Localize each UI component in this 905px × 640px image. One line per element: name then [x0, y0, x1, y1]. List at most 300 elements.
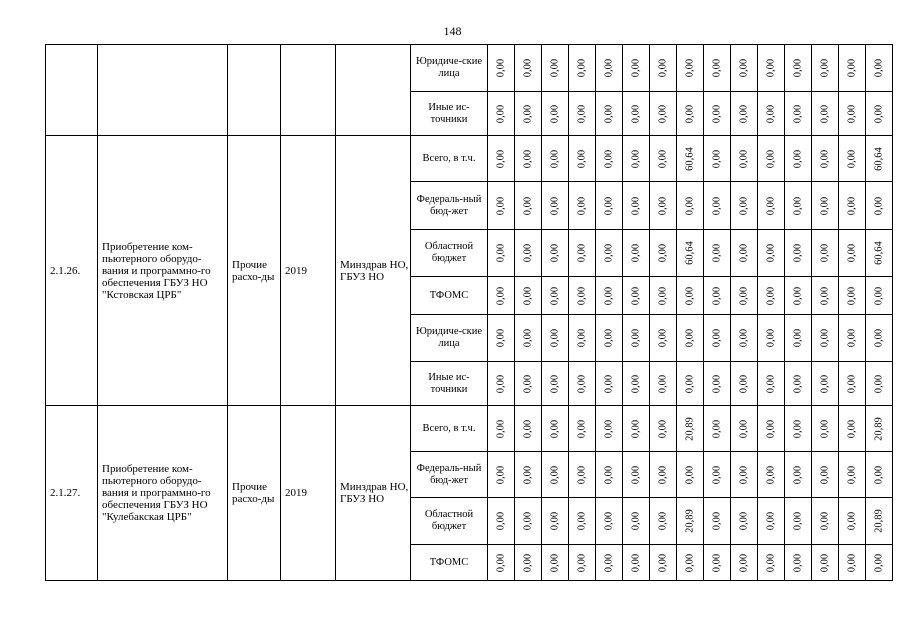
value-text: 0,00 [819, 243, 831, 263]
value-cell [866, 452, 893, 498]
value-cell [488, 182, 515, 230]
value-text: 0,00 [792, 553, 804, 572]
expense-type: Прочие расхо-ды [228, 136, 281, 406]
value-text: 0,00 [495, 104, 507, 123]
value-cell [731, 362, 758, 406]
value-text: 0,00 [630, 286, 642, 305]
value-cell [542, 277, 569, 315]
value-cell [785, 406, 812, 452]
value-text: 0,00 [549, 328, 561, 348]
value-text: 0,00 [522, 328, 534, 348]
value-cell [677, 452, 704, 498]
value-text: 0,00 [846, 58, 858, 78]
value-text: 0,00 [630, 328, 642, 348]
value-cell [704, 362, 731, 406]
value-text: 0,00 [603, 58, 615, 78]
value-text: 0,00 [873, 104, 885, 123]
value-text: 0,00 [684, 328, 696, 348]
value-cell [758, 362, 785, 406]
value-cell [839, 277, 866, 315]
value-text: 0,00 [846, 104, 858, 123]
value-cell [569, 362, 596, 406]
value-text: 0,00 [657, 286, 669, 305]
value-text: 0,00 [522, 149, 534, 168]
value-cell [488, 315, 515, 362]
value-cell [758, 315, 785, 362]
value-text: 0,00 [873, 196, 885, 215]
value-cell [569, 230, 596, 277]
value-cell [866, 362, 893, 406]
source-label: ТФОМС [411, 277, 488, 315]
value-text: 0,00 [630, 243, 642, 263]
source-label: Всего, в т.ч. [411, 136, 488, 182]
value-cell [542, 406, 569, 452]
value-text: 0,00 [576, 196, 588, 215]
value-cell [596, 230, 623, 277]
item-year: 2019 [281, 406, 336, 581]
value-cell [650, 182, 677, 230]
value-cell [677, 406, 704, 452]
value-cell [515, 136, 542, 182]
value-cell [542, 452, 569, 498]
value-text: 0,00 [495, 465, 507, 484]
item-number: 2.1.27. [46, 406, 98, 581]
value-text: 0,00 [684, 465, 696, 484]
value-text: 0,00 [549, 465, 561, 484]
value-text: 0,00 [792, 196, 804, 215]
value-text: 0,00 [819, 374, 831, 393]
value-text: 0,00 [846, 374, 858, 393]
value-text: 0,00 [819, 58, 831, 78]
value-text: 0,00 [765, 286, 777, 305]
value-cell [596, 315, 623, 362]
value-text: 0,00 [657, 149, 669, 168]
value-text: 0,00 [522, 465, 534, 484]
value-text: 0,00 [549, 553, 561, 572]
value-cell [704, 136, 731, 182]
value-text: 0,00 [657, 243, 669, 263]
value-text: 0,00 [522, 243, 534, 263]
value-text: 0,00 [819, 328, 831, 348]
value-cell [785, 362, 812, 406]
value-cell [866, 92, 893, 136]
value-cell [812, 136, 839, 182]
value-cell [677, 498, 704, 545]
value-text: 0,00 [657, 465, 669, 484]
value-text: 0,00 [711, 58, 723, 78]
value-cell [839, 182, 866, 230]
responsible-party: Минздрав НО, ГБУЗ НО [336, 406, 411, 581]
value-text: 0,00 [765, 196, 777, 215]
value-text: 0,00 [495, 419, 507, 438]
value-cell [731, 277, 758, 315]
value-cell [488, 498, 515, 545]
value-text: 0,00 [738, 149, 750, 168]
value-cell [569, 92, 596, 136]
value-cell [515, 277, 542, 315]
value-cell [704, 92, 731, 136]
value-text: 0,00 [846, 149, 858, 168]
value-text: 0,00 [495, 243, 507, 263]
value-cell [839, 45, 866, 92]
value-cell [650, 92, 677, 136]
value-cell [812, 452, 839, 498]
value-text: 0,00 [603, 243, 615, 263]
value-text: 60,64 [684, 146, 696, 171]
value-text: 0,00 [630, 104, 642, 123]
value-cell [488, 545, 515, 581]
value-cell [785, 230, 812, 277]
value-cell [650, 362, 677, 406]
value-text: 0,00 [549, 58, 561, 78]
value-text: 0,00 [522, 553, 534, 572]
value-text: 0,00 [549, 286, 561, 305]
value-cell [650, 498, 677, 545]
value-text: 0,00 [819, 419, 831, 438]
value-cell [731, 498, 758, 545]
value-cell [839, 362, 866, 406]
value-text: 0,00 [576, 511, 588, 531]
value-cell [704, 277, 731, 315]
value-text: 0,00 [873, 328, 885, 348]
value-text: 0,00 [549, 243, 561, 263]
value-cell [785, 315, 812, 362]
value-cell [623, 136, 650, 182]
value-cell [839, 315, 866, 362]
value-text: 60,64 [873, 146, 885, 171]
source-label: Областной бюджет [411, 498, 488, 545]
value-cell [677, 182, 704, 230]
value-text: 0,00 [630, 58, 642, 78]
value-text: 0,00 [711, 553, 723, 572]
value-cell [704, 230, 731, 277]
value-text: 0,00 [603, 553, 615, 572]
value-cell [623, 92, 650, 136]
value-cell [596, 406, 623, 452]
value-cell [596, 45, 623, 92]
value-cell [623, 182, 650, 230]
value-cell [704, 498, 731, 545]
value-cell [785, 182, 812, 230]
value-cell [596, 182, 623, 230]
value-cell [731, 406, 758, 452]
source-label: Юридиче-ские лица [411, 315, 488, 362]
value-cell [866, 545, 893, 581]
value-cell [785, 498, 812, 545]
value-cell [731, 92, 758, 136]
value-cell [596, 362, 623, 406]
value-text: 0,00 [711, 243, 723, 263]
value-cell [650, 406, 677, 452]
value-cell [704, 182, 731, 230]
value-text: 0,00 [522, 104, 534, 123]
value-cell [677, 92, 704, 136]
value-text: 0,00 [765, 58, 777, 78]
value-cell [839, 92, 866, 136]
value-cell [542, 182, 569, 230]
value-text: 0,00 [576, 419, 588, 438]
value-text: 0,00 [738, 243, 750, 263]
value-text: 0,00 [765, 419, 777, 438]
value-cell [569, 45, 596, 92]
value-text: 0,00 [711, 374, 723, 393]
value-text: 0,00 [738, 511, 750, 531]
value-text: 0,00 [630, 374, 642, 393]
value-cell [596, 277, 623, 315]
value-cell [812, 45, 839, 92]
value-cell [839, 452, 866, 498]
value-cell [812, 315, 839, 362]
value-text: 0,00 [819, 196, 831, 215]
value-text: 0,00 [873, 465, 885, 484]
value-text: 0,00 [765, 553, 777, 572]
value-text: 0,00 [711, 104, 723, 123]
value-text: 0,00 [657, 58, 669, 78]
value-text: 0,00 [576, 553, 588, 572]
value-text: 0,00 [738, 374, 750, 393]
value-cell [515, 452, 542, 498]
value-text: 0,00 [576, 58, 588, 78]
value-text: 0,00 [738, 553, 750, 572]
value-cell [785, 45, 812, 92]
value-text: 0,00 [657, 328, 669, 348]
value-text: 0,00 [819, 553, 831, 572]
value-text: 0,00 [630, 419, 642, 438]
value-text: 0,00 [792, 104, 804, 123]
value-text: 0,00 [792, 58, 804, 78]
value-text: 0,00 [603, 286, 615, 305]
value-cell [623, 452, 650, 498]
value-cell [596, 136, 623, 182]
value-text: 0,00 [684, 286, 696, 305]
value-cell [677, 136, 704, 182]
value-cell [488, 406, 515, 452]
value-cell [731, 136, 758, 182]
value-text: 20,89 [873, 416, 885, 441]
value-text: 0,00 [630, 196, 642, 215]
value-cell [704, 452, 731, 498]
value-text: 0,00 [792, 243, 804, 263]
value-cell [812, 545, 839, 581]
value-cell [812, 277, 839, 315]
value-cell [569, 452, 596, 498]
value-cell [731, 452, 758, 498]
value-cell [623, 45, 650, 92]
value-text: 0,00 [549, 511, 561, 531]
value-text: 0,00 [576, 104, 588, 123]
value-text: 0,00 [549, 104, 561, 123]
value-cell [839, 136, 866, 182]
responsible-party: Минздрав НО, ГБУЗ НО [336, 136, 411, 406]
value-text: 20,89 [684, 416, 696, 441]
name-cell [98, 45, 228, 136]
value-text: 0,00 [603, 196, 615, 215]
value-cell [731, 545, 758, 581]
value-text: 0,00 [603, 328, 615, 348]
value-cell [596, 452, 623, 498]
value-cell [812, 406, 839, 452]
value-cell [758, 452, 785, 498]
value-cell [542, 315, 569, 362]
value-text: 20,89 [684, 509, 696, 533]
value-cell [542, 362, 569, 406]
value-cell [515, 230, 542, 277]
value-cell [623, 498, 650, 545]
value-text: 0,00 [657, 374, 669, 393]
value-cell [677, 277, 704, 315]
value-cell [515, 315, 542, 362]
value-text: 0,00 [576, 243, 588, 263]
item-name: Приобретение ком-пьютерного оборудо-вания и программно-го обеспечения ГБУЗ НО "Кстовская ЦРБ" [98, 136, 228, 406]
source-label: Областной бюджет [411, 230, 488, 277]
value-cell [758, 45, 785, 92]
value-cell [569, 498, 596, 545]
value-cell [866, 230, 893, 277]
value-text: 0,00 [846, 553, 858, 572]
value-text: 0,00 [792, 374, 804, 393]
value-text: 0,00 [630, 553, 642, 572]
value-cell [677, 315, 704, 362]
source-label: Федераль-ный бюд-жет [411, 182, 488, 230]
value-text: 0,00 [549, 419, 561, 438]
item-number: 2.1.26. [46, 136, 98, 406]
value-cell [650, 45, 677, 92]
value-text: 0,00 [576, 328, 588, 348]
value-cell [542, 498, 569, 545]
value-text: 0,00 [522, 374, 534, 393]
value-text: 0,00 [630, 511, 642, 531]
value-cell [488, 136, 515, 182]
value-text: 0,00 [846, 243, 858, 263]
value-cell [866, 315, 893, 362]
value-cell [569, 315, 596, 362]
value-cell [596, 498, 623, 545]
value-text: 0,00 [495, 374, 507, 393]
value-cell [569, 277, 596, 315]
value-text: 0,00 [846, 328, 858, 348]
table-row [46, 406, 893, 452]
value-text: 0,00 [549, 374, 561, 393]
value-cell [515, 498, 542, 545]
value-cell [866, 136, 893, 182]
value-cell [650, 277, 677, 315]
value-text: 0,00 [657, 419, 669, 438]
value-cell [839, 230, 866, 277]
table-row [46, 45, 893, 92]
value-text: 0,00 [765, 104, 777, 123]
budget-table [45, 44, 893, 581]
value-text: 0,00 [792, 328, 804, 348]
value-cell [758, 498, 785, 545]
value-text: 0,00 [819, 149, 831, 168]
value-text: 0,00 [819, 511, 831, 531]
value-cell [812, 498, 839, 545]
value-cell [623, 545, 650, 581]
value-text: 0,00 [495, 511, 507, 531]
value-text: 0,00 [522, 196, 534, 215]
value-text: 0,00 [495, 286, 507, 305]
value-text: 0,00 [495, 553, 507, 572]
value-cell [488, 92, 515, 136]
value-text: 0,00 [684, 553, 696, 572]
value-cell [569, 545, 596, 581]
value-cell [650, 545, 677, 581]
value-cell [515, 45, 542, 92]
value-text: 0,00 [684, 196, 696, 215]
value-text: 0,00 [495, 328, 507, 348]
value-text: 0,00 [549, 196, 561, 215]
value-cell [704, 45, 731, 92]
value-text: 0,00 [738, 58, 750, 78]
item-name: Приобретение ком-пьютерного оборудо-вания и программно-го обеспечения ГБУЗ НО "Кулебакская ЦРБ" [98, 406, 228, 581]
value-text: 0,00 [603, 465, 615, 484]
value-text: 0,00 [846, 196, 858, 215]
value-cell [515, 406, 542, 452]
value-text: 0,00 [495, 58, 507, 78]
value-cell [758, 277, 785, 315]
value-text: 0,00 [603, 374, 615, 393]
value-text: 0,00 [711, 465, 723, 484]
value-text: 0,00 [846, 419, 858, 438]
value-cell [515, 182, 542, 230]
value-cell [515, 545, 542, 581]
value-cell [488, 230, 515, 277]
value-cell [812, 362, 839, 406]
value-text: 0,00 [738, 104, 750, 123]
value-text: 0,00 [684, 58, 696, 78]
value-cell [596, 545, 623, 581]
value-cell [677, 45, 704, 92]
value-text: 0,00 [792, 465, 804, 484]
value-cell [542, 545, 569, 581]
value-text: 60,64 [684, 241, 696, 265]
value-cell [758, 406, 785, 452]
value-text: 0,00 [603, 149, 615, 168]
expense-cell [228, 45, 281, 136]
value-cell [866, 277, 893, 315]
value-text: 60,64 [873, 241, 885, 265]
value-cell [623, 230, 650, 277]
value-text: 0,00 [495, 196, 507, 215]
value-cell [839, 498, 866, 545]
value-text: 0,00 [792, 419, 804, 438]
value-text: 0,00 [873, 58, 885, 78]
value-cell [866, 498, 893, 545]
value-text: 0,00 [576, 286, 588, 305]
value-cell [731, 45, 758, 92]
value-text: 0,00 [684, 374, 696, 393]
value-text: 0,00 [684, 104, 696, 123]
value-cell [758, 136, 785, 182]
value-text: 0,00 [603, 104, 615, 123]
value-text: 0,00 [738, 196, 750, 215]
value-text: 0,00 [738, 286, 750, 305]
source-label: Иные ис-точники [411, 362, 488, 406]
value-cell [488, 362, 515, 406]
value-text: 0,00 [576, 149, 588, 168]
value-cell [731, 182, 758, 230]
value-text: 0,00 [819, 104, 831, 123]
responsible-cell [336, 45, 411, 136]
value-cell [677, 230, 704, 277]
value-cell [488, 45, 515, 92]
value-text: 0,00 [522, 286, 534, 305]
number-cell [46, 45, 98, 136]
value-text: 0,00 [846, 286, 858, 305]
value-cell [650, 452, 677, 498]
value-text: 0,00 [522, 58, 534, 78]
expense-type: Прочие расхо-ды [228, 406, 281, 581]
